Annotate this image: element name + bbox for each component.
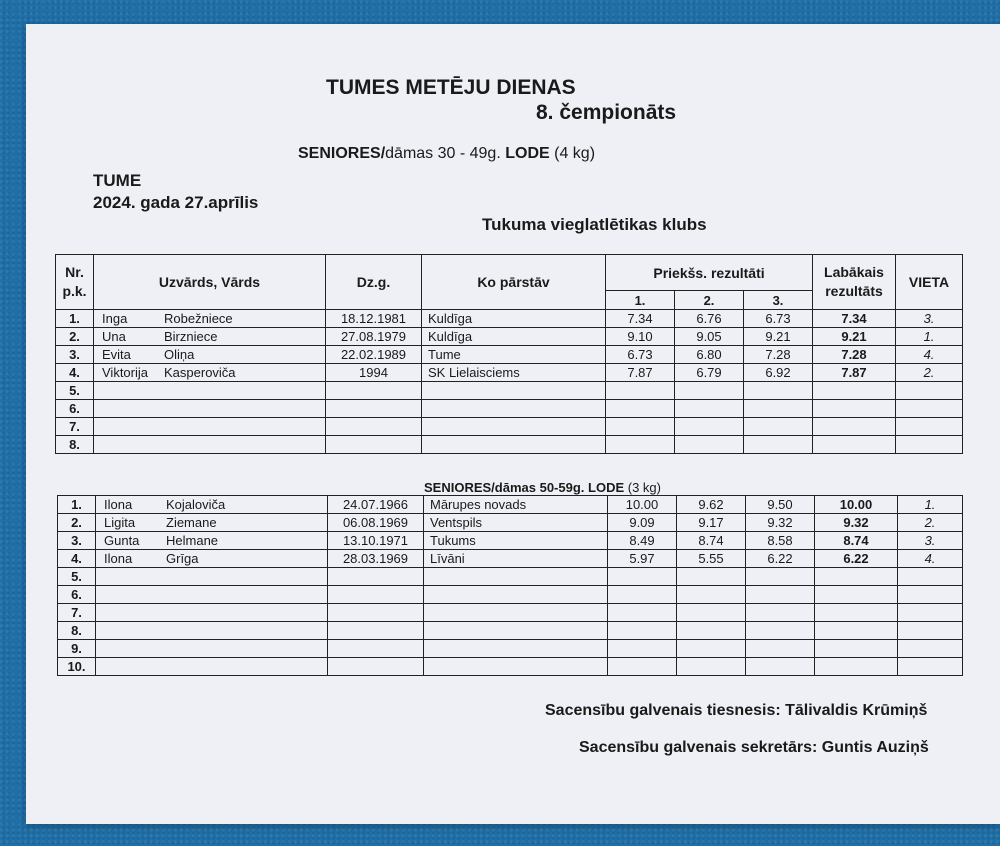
- cell-attempt-2: [677, 568, 746, 586]
- cell-club: [424, 586, 608, 604]
- col-nr-line2: p.k.: [62, 283, 87, 299]
- cell-attempt-3: [744, 436, 813, 454]
- event-2-category: SENIORES/dāmas 50-59g.: [424, 480, 589, 495]
- cell-place: [898, 640, 963, 658]
- cell-dob: [328, 568, 424, 586]
- table-row: [58, 604, 963, 622]
- last-name: Ziemane: [166, 515, 217, 530]
- cell-dob: 22.02.1989: [326, 346, 422, 364]
- cell-dob: 27.08.1979: [326, 328, 422, 346]
- cell-nr: 5.: [56, 382, 94, 400]
- event-date: 2024. gada 27.aprīlis: [93, 193, 259, 212]
- cell-best: [813, 400, 896, 418]
- col-best: [813, 255, 896, 310]
- cell-best: 9.21: [813, 328, 896, 346]
- table-row: [56, 364, 963, 382]
- cell-attempt-1: [608, 658, 677, 676]
- results-table-2: [57, 495, 963, 676]
- cell-attempt-2: [677, 622, 746, 640]
- cell-best: [813, 436, 896, 454]
- cell-attempt-3: 8.58: [746, 532, 815, 550]
- cell-place: 3.: [896, 310, 963, 328]
- cell-attempt-1: 9.09: [608, 514, 677, 532]
- cell-attempt-1: 8.49: [608, 532, 677, 550]
- cell-name: [96, 514, 328, 532]
- cell-place: 2.: [896, 364, 963, 382]
- cell-nr: 9.: [58, 640, 96, 658]
- cell-attempt-1: [606, 418, 675, 436]
- table-header-row: [56, 255, 963, 291]
- table-row: [58, 640, 963, 658]
- cell-attempt-2: [677, 658, 746, 676]
- page-title: TUMES METĒJU DIENAS: [326, 76, 576, 99]
- cell-club: [424, 604, 608, 622]
- cell-place: [898, 586, 963, 604]
- cell-attempt-1: [606, 382, 675, 400]
- cell-name: [96, 622, 328, 640]
- cell-attempt-3: [744, 382, 813, 400]
- cell-nr: 2.: [58, 514, 96, 532]
- cell-dob: [326, 436, 422, 454]
- table-row: [58, 496, 963, 514]
- cell-attempt-1: 6.73: [606, 346, 675, 364]
- cell-place: [896, 418, 963, 436]
- cell-dob: [328, 604, 424, 622]
- cell-name: [94, 382, 326, 400]
- venue: TUME: [93, 171, 142, 190]
- cell-attempt-2: [677, 586, 746, 604]
- cell-attempt-3: 9.32: [746, 514, 815, 532]
- cell-name: [94, 328, 326, 346]
- cell-attempt-1: [608, 622, 677, 640]
- last-name: Grīga: [166, 551, 199, 566]
- event-1-heading: [298, 145, 595, 163]
- cell-dob: [328, 586, 424, 604]
- cell-club: [422, 400, 606, 418]
- table-row: [56, 436, 963, 454]
- cell-club: [424, 658, 608, 676]
- cell-club: [424, 568, 608, 586]
- cell-attempt-3: [746, 586, 815, 604]
- cell-attempt-2: 6.80: [675, 346, 744, 364]
- event-2-weight: (3 kg): [624, 480, 661, 495]
- cell-place: [898, 568, 963, 586]
- cell-best: [815, 586, 898, 604]
- cell-club: [422, 418, 606, 436]
- cell-best: [815, 604, 898, 622]
- cell-club: Kuldīga: [422, 310, 606, 328]
- cell-club: Kuldīga: [422, 328, 606, 346]
- cell-attempt-1: 7.87: [606, 364, 675, 382]
- last-name: Kasperoviča: [164, 365, 236, 380]
- col-dob: Dz.g.: [326, 255, 422, 310]
- cell-name: [96, 604, 328, 622]
- results-table-1: [55, 254, 963, 454]
- cell-nr: 5.: [58, 568, 96, 586]
- cell-club: Tume: [422, 346, 606, 364]
- cell-attempt-3: 6.22: [746, 550, 815, 568]
- cell-attempt-3: [746, 640, 815, 658]
- cell-attempt-2: [675, 418, 744, 436]
- cell-club: [422, 436, 606, 454]
- table-row: [56, 328, 963, 346]
- cell-name: [94, 436, 326, 454]
- cell-attempt-1: [608, 640, 677, 658]
- col-best-line2: rezultāts: [825, 283, 883, 299]
- table-row: [58, 550, 963, 568]
- cell-place: [896, 400, 963, 418]
- cell-attempt-1: [608, 604, 677, 622]
- cell-best: [815, 658, 898, 676]
- cell-attempt-3: 9.50: [746, 496, 815, 514]
- cell-dob: [326, 382, 422, 400]
- cell-best: 7.34: [813, 310, 896, 328]
- cell-nr: 8.: [56, 436, 94, 454]
- col-nr: [56, 255, 94, 310]
- last-name: Birzniece: [164, 329, 218, 344]
- first-name: Ilona: [104, 497, 133, 512]
- first-name: Evita: [102, 347, 131, 362]
- table-row: [56, 400, 963, 418]
- cell-best: 7.28: [813, 346, 896, 364]
- cell-attempt-3: 7.28: [744, 346, 813, 364]
- cell-best: 6.22: [815, 550, 898, 568]
- cell-attempt-2: 6.76: [675, 310, 744, 328]
- cell-name: [96, 550, 328, 568]
- cell-attempt-2: 5.55: [677, 550, 746, 568]
- event-1-prefix: SENIORES/: [298, 145, 386, 162]
- cell-nr: 1.: [56, 310, 94, 328]
- cell-nr: 8.: [58, 622, 96, 640]
- event-2-heading: [424, 480, 661, 495]
- event-1-weight: (4 kg): [549, 145, 596, 162]
- cell-dob: 28.03.1969: [328, 550, 424, 568]
- last-name: Helmane: [166, 533, 219, 548]
- event-2-discipline: LODE: [588, 480, 625, 495]
- cell-club: [424, 640, 608, 658]
- last-name: Oliņa: [164, 347, 195, 362]
- cell-club: Ventspils: [424, 514, 608, 532]
- cell-nr: 4.: [58, 550, 96, 568]
- cell-best: [815, 568, 898, 586]
- cell-nr: 4.: [56, 364, 94, 382]
- event-1-discipline: LODE: [505, 145, 550, 162]
- first-name: Gunta: [104, 533, 140, 548]
- chief-judge: Sacensību galvenais tiesnesis: Tālivaldis Krūmiņš: [545, 702, 928, 719]
- cell-name: [96, 658, 328, 676]
- cell-best: [813, 418, 896, 436]
- cell-dob: 06.08.1969: [328, 514, 424, 532]
- cell-attempt-1: 10.00: [608, 496, 677, 514]
- cell-place: 4.: [896, 346, 963, 364]
- cell-nr: 7.: [56, 418, 94, 436]
- cell-attempt-2: 6.79: [675, 364, 744, 382]
- cell-dob: [326, 418, 422, 436]
- cell-attempt-2: 9.62: [677, 496, 746, 514]
- first-name: Ligita: [104, 515, 136, 530]
- chief-secretary: Sacensību galvenais sekretārs: Guntis Auziņš: [579, 739, 929, 756]
- cell-attempt-2: [675, 436, 744, 454]
- col-attempt-2: 2.: [675, 291, 744, 310]
- cell-dob: 24.07.1966: [328, 496, 424, 514]
- cell-club: SK Lielaisciems: [422, 364, 606, 382]
- first-name: Viktorija: [102, 365, 149, 380]
- cell-name: [96, 496, 328, 514]
- cell-club: Mārupes novads: [424, 496, 608, 514]
- col-attempt-3: 3.: [744, 291, 813, 310]
- cell-dob: [328, 622, 424, 640]
- cell-attempt-2: 8.74: [677, 532, 746, 550]
- results-sheet: [26, 24, 1000, 824]
- cell-best: 7.87: [813, 364, 896, 382]
- cell-club: [424, 622, 608, 640]
- cell-attempt-3: 6.92: [744, 364, 813, 382]
- cell-dob: 1994: [326, 364, 422, 382]
- last-name: Robežniece: [164, 311, 233, 326]
- cell-attempt-3: [744, 400, 813, 418]
- cell-name: [96, 640, 328, 658]
- cell-attempt-3: [746, 604, 815, 622]
- cell-attempt-1: [606, 436, 675, 454]
- cell-name: [94, 364, 326, 382]
- cell-attempt-2: 9.05: [675, 328, 744, 346]
- cell-attempt-1: [606, 400, 675, 418]
- col-prelim: Priekšs. rezultāti: [606, 255, 813, 291]
- cell-attempt-1: 9.10: [606, 328, 675, 346]
- first-name: Ilona: [104, 551, 133, 566]
- cell-dob: [328, 658, 424, 676]
- cell-club: [422, 382, 606, 400]
- cell-name: [96, 586, 328, 604]
- cell-best: 8.74: [815, 532, 898, 550]
- event-1-age: dāmas 30 - 49g.: [385, 145, 506, 162]
- cell-place: 1.: [896, 328, 963, 346]
- cell-nr: 3.: [58, 532, 96, 550]
- cell-attempt-1: [608, 586, 677, 604]
- cell-attempt-3: [746, 568, 815, 586]
- first-name: Una: [102, 329, 126, 344]
- cell-attempt-2: [675, 400, 744, 418]
- cell-dob: 18.12.1981: [326, 310, 422, 328]
- organizer: Tukuma vieglatlētikas klubs: [482, 215, 707, 234]
- first-name: Inga: [102, 311, 128, 326]
- cell-name: [96, 568, 328, 586]
- last-name: Kojalovič̌a: [166, 497, 226, 512]
- cell-attempt-2: [675, 382, 744, 400]
- cell-attempt-3: 6.73: [744, 310, 813, 328]
- cell-attempt-3: 9.21: [744, 328, 813, 346]
- cell-dob: 13.10.1971: [328, 532, 424, 550]
- cell-name: [94, 346, 326, 364]
- cell-place: [896, 436, 963, 454]
- cell-attempt-1: [608, 568, 677, 586]
- cell-club: Līvāni: [424, 550, 608, 568]
- table-row: [58, 532, 963, 550]
- cell-place: [898, 604, 963, 622]
- cell-place: [898, 658, 963, 676]
- cell-best: [815, 622, 898, 640]
- table-1-body: [56, 310, 963, 454]
- cell-place: 4.: [898, 550, 963, 568]
- cell-dob: [328, 640, 424, 658]
- table-2-body: [58, 496, 963, 676]
- cell-place: [898, 622, 963, 640]
- cell-nr: 1.: [58, 496, 96, 514]
- cell-attempt-3: [746, 622, 815, 640]
- col-best-line1: Labākais: [824, 264, 884, 280]
- cell-name: [94, 418, 326, 436]
- col-attempt-1: 1.: [606, 291, 675, 310]
- cell-nr: 7.: [58, 604, 96, 622]
- cell-nr: 6.: [56, 400, 94, 418]
- col-represents: Ko pārstāv: [422, 255, 606, 310]
- cell-dob: [326, 400, 422, 418]
- table-row: [58, 586, 963, 604]
- cell-best: [813, 382, 896, 400]
- cell-best: 10.00: [815, 496, 898, 514]
- table-row: [56, 310, 963, 328]
- cell-attempt-3: [744, 418, 813, 436]
- table-row: [58, 658, 963, 676]
- col-name: Uzvārds, Vārds: [94, 255, 326, 310]
- cell-place: 2.: [898, 514, 963, 532]
- table-row: [56, 418, 963, 436]
- cell-best: 9.32: [815, 514, 898, 532]
- table-row: [56, 382, 963, 400]
- cell-name: [94, 310, 326, 328]
- cell-nr: 3.: [56, 346, 94, 364]
- cell-place: [896, 382, 963, 400]
- cell-attempt-1: 7.34: [606, 310, 675, 328]
- cell-nr: 10.: [58, 658, 96, 676]
- cell-attempt-2: [677, 604, 746, 622]
- cell-attempt-1: 5.97: [608, 550, 677, 568]
- cell-attempt-2: [677, 640, 746, 658]
- table-row: [58, 514, 963, 532]
- table-row: [58, 622, 963, 640]
- cell-place: 3.: [898, 532, 963, 550]
- cell-best: [815, 640, 898, 658]
- col-nr-line1: Nr.: [65, 264, 84, 280]
- table-row: [56, 346, 963, 364]
- cell-attempt-3: [746, 658, 815, 676]
- cell-club: Tukums: [424, 532, 608, 550]
- cell-nr: 6.: [58, 586, 96, 604]
- cell-nr: 2.: [56, 328, 94, 346]
- col-place: VIETA: [896, 255, 963, 310]
- table-row: [58, 568, 963, 586]
- cell-place: 1.: [898, 496, 963, 514]
- cell-name: [94, 400, 326, 418]
- cell-name: [96, 532, 328, 550]
- page-subtitle: 8. čempionāts: [536, 101, 677, 124]
- cell-attempt-2: 9.17: [677, 514, 746, 532]
